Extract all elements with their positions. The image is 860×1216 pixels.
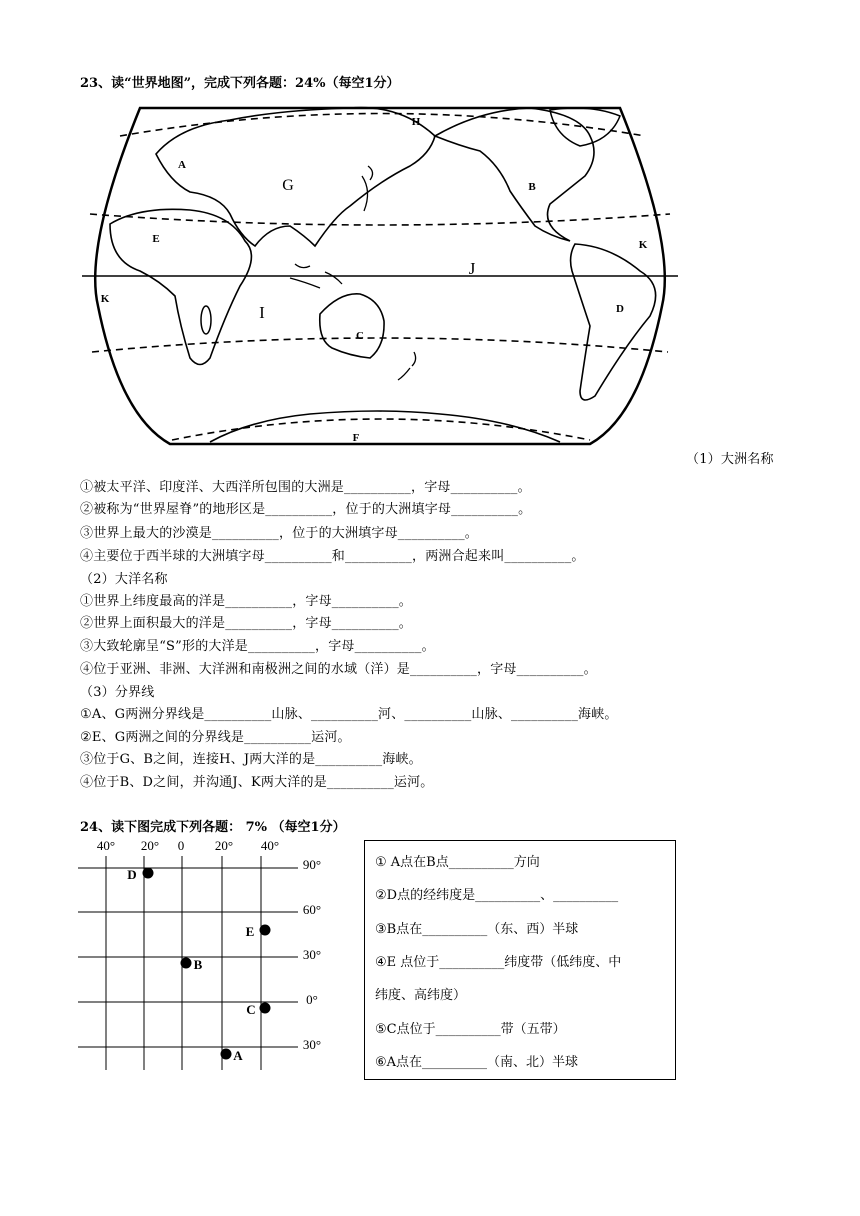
sub1-heading: （1）大洲名称 [686,452,774,467]
box-line-1: ① A点在B点__________方向 [375,855,540,870]
sub3-line-1: ①A、G两洲分界线是__________山脉、__________河、__________山脉、__________海峡。 [80,707,618,722]
sub2-line-1: ①世界上纬度最高的洋是__________，字母__________。 [80,594,413,609]
lat-label-60: 60° [302,902,322,917]
sub2-line-4: ④位于亚洲、非洲、大洋洲和南极洲之间的水域（洋）是__________，字母__________。 [80,662,597,677]
map-label-A: A [178,159,186,171]
sub3-line-2: ②E、G两洲之间的分界线是__________运河。 [80,730,351,745]
madagascar-outline [201,306,211,334]
lon-label-0: 0 [177,838,185,853]
q24-answer-box [364,840,676,1080]
point-A-dot [221,1049,232,1060]
box-line-5: 纬度、高纬度） [375,988,467,1003]
point-C-dot [260,1003,271,1014]
point-E-label: E [245,924,255,939]
sub2-heading: （2）大洋名称 [80,572,168,587]
box-line-4: ④E 点位于__________纬度带（低纬度、中 [375,955,622,970]
lat-label-30S: 30° [302,1037,322,1052]
map-label-C: C [356,330,364,342]
lon-label-40W: 40° [96,838,116,853]
sub3-line-4: ④位于B、D之间，并沟通J、K两大洋的是__________运河。 [80,775,434,790]
point-C-label: C [246,1002,256,1017]
box-line-7: ⑥A点在__________（南、北）半球 [375,1055,579,1070]
tropic-cancer-line [90,214,670,225]
lat-label-90: 90° [302,857,322,872]
lat-lon-grid [72,836,342,1076]
new-zealand-islands [398,352,416,380]
sub3-line-3: ③位于G、B之间，连接H、J两大洋的是__________海峡。 [80,752,422,767]
sub1-line-3: ③世界上最大的沙漠是__________，位于的大洲填字母__________。 [80,526,479,541]
sub2-line-3: ③大致轮廓呈“S”形的大洋是__________，字母__________。 [80,639,435,654]
world-map [80,96,680,456]
lon-label-20E: 20° [214,838,234,853]
sub3-heading: （3）分界线 [80,685,155,700]
box-line-6: ⑤C点位于__________带（五带） [375,1022,566,1037]
map-label-E: E [152,233,160,245]
box-line-2: ②D点的经纬度是__________、__________ [375,888,619,903]
sub1-line-1: ①被太平洋、印度洋、大西洋所包围的大洲是__________，字母__________。 [80,480,531,495]
sub2-line-2: ②世界上面积最大的洋是__________，字母__________。 [80,616,413,631]
map-label-G: G [282,177,294,194]
point-B-dot [181,958,192,969]
point-A-label: A [233,1048,243,1063]
question-24-title: 24、读下图完成下列各题： 7% （每空1分） [80,820,346,835]
australia-outline [320,294,384,358]
map-label-K-west: K [100,293,110,305]
japan-islands [362,166,373,211]
box-line-3: ③B点在__________（东、西）半球 [375,922,579,937]
map-label-H: H [411,116,421,128]
point-D-label: D [127,867,137,882]
point-D-dot [143,868,154,879]
map-label-B: B [528,181,536,193]
lon-label-20W: 20° [140,838,160,853]
map-label-D: D [616,303,624,315]
lon-label-40E: 40° [260,838,280,853]
point-B-label: B [193,957,203,972]
map-label-J: J [468,259,476,278]
sub1-line-2: ②被称为“世界屋脊”的地形区是__________，位于的大洲填字母__________。 [80,502,532,517]
point-E-dot [260,925,271,936]
question-23-title: 23、读“世界地图”，完成下列各题：24%（每空1分） [80,76,400,91]
map-label-K-east: K [638,239,648,251]
sub1-line-4: ④主要位于西半球的大洲填字母__________和__________，两洲合起来叫__________。 [80,549,585,564]
lat-label-0: 0° [306,992,318,1007]
map-label-F: F [352,432,360,444]
map-label-I: I [259,303,265,322]
lat-label-30N: 30° [302,947,322,962]
